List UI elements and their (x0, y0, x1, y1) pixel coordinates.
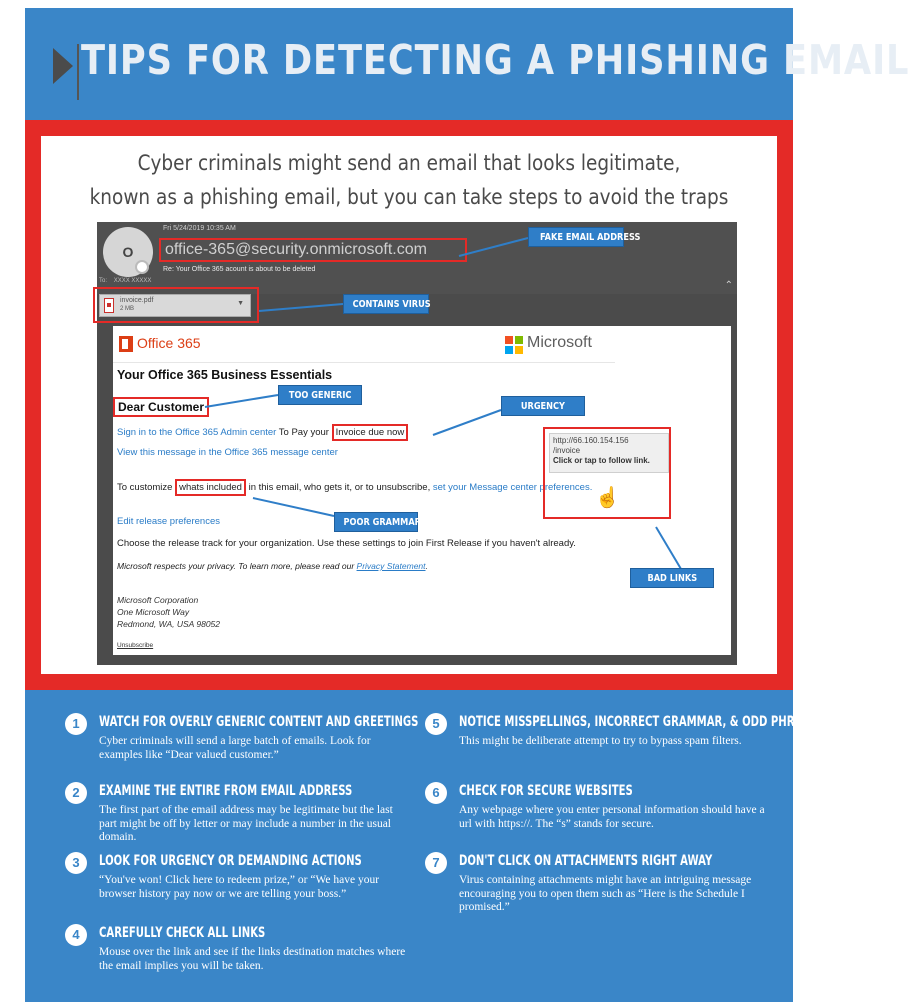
tip-title: DON'T CLICK ON ATTACHMENTS RIGHT AWAY (459, 853, 713, 869)
tip-description: Mouse over the link and see if the links destination matches where the email implies you will be taken. (99, 946, 406, 972)
page-title: TIPS FOR DETECTING A PHISHING EMAIL (81, 36, 909, 84)
company-address (117, 594, 220, 630)
sender-avatar: O (103, 227, 153, 277)
release-text: Choose the release track for your organization. Use these settings to join First Release if you haven't already. (117, 538, 576, 549)
office-logo-icon (119, 336, 133, 352)
tip-description: Virus containing attachments might have an intriguing message encouraging you to open them such as “Here is the Schedule I promised.” (459, 874, 752, 913)
to-label: To: (99, 278, 108, 284)
customize-line (117, 479, 592, 496)
email-screenshot (97, 222, 737, 665)
attachment-name: invoice.pdf (120, 297, 154, 304)
tooltip-url-2: /invoice (553, 446, 581, 455)
header (25, 8, 909, 118)
callout-grammar: POOR GRAMMAR (334, 512, 418, 532)
intro-text (85, 146, 733, 214)
tip-description: “You've won! Click here to redeem prize,” or “We have your browser history pay now or we are telling your boss.” (99, 874, 380, 900)
pay-text: To Pay your (278, 427, 329, 438)
pdf-icon (104, 298, 114, 313)
example-frame (25, 120, 793, 690)
hand-pointer-icon: ☝ (595, 487, 620, 509)
privacy-link[interactable]: Privacy Statement (356, 561, 426, 571)
tip-number: 4 (65, 924, 87, 946)
edit-release-link[interactable]: Edit release preferences (117, 516, 220, 527)
preferences-link[interactable]: set your Message center preferences. (432, 482, 593, 493)
sender-address[interactable]: office-365@security.onmicrosoft.com (159, 238, 467, 262)
callout-fake-email: FAKE EMAIL ADDRESS (528, 227, 624, 247)
callout-virus: CONTAINS VIRUS (343, 294, 429, 314)
address-line-1: Microsoft Corporation (117, 595, 199, 605)
tip-number: 3 (65, 852, 87, 874)
intro-line-1: Cyber criminals might send an email that looks legitimate, (137, 151, 681, 175)
attachment-chip[interactable] (99, 294, 251, 317)
unsubscribe-link[interactable]: Unsubscribe (117, 642, 154, 649)
divider (113, 362, 615, 363)
phishing-poster (25, 8, 909, 1002)
view-message-link[interactable]: View this message in the Office 365 message center (117, 447, 338, 458)
callout-generic: TOO GENERIC (278, 385, 362, 405)
link-tooltip-highlight (543, 427, 671, 519)
presence-icon (135, 260, 149, 274)
tip-number: 2 (65, 782, 87, 804)
whats-included: whats included (175, 479, 246, 496)
link-tooltip (549, 433, 669, 473)
email-recipient (99, 278, 151, 284)
chevron-down-icon[interactable]: ▼ (237, 300, 244, 307)
tip-title: NOTICE MISSPELLINGS, INCORRECT GRAMMAR, & ODD PHRASING (459, 714, 831, 730)
email-heading: Your Office 365 Business Essentials (117, 368, 333, 382)
email-body (113, 326, 731, 655)
tip-title: WATCH FOR OVERLY GENERIC CONTENT AND GREETINGS (99, 714, 419, 730)
edit-line (117, 516, 220, 527)
privacy-text: Microsoft respects your privacy. To learn more, please read our (117, 561, 355, 571)
view-line (117, 447, 338, 458)
greeting: Dear Customer (113, 397, 209, 417)
tip-number: 1 (65, 713, 87, 735)
tip-description: Any webpage where you enter personal information should have a url with https://. The “s” stands for secure. (459, 804, 765, 830)
email-date: Fri 5/24/2019 10:35 AM (163, 225, 236, 232)
microsoft-logo-icon (505, 336, 523, 354)
address-line-3: Redmond, WA, USA 98052 (117, 619, 221, 629)
attachment-size: 2 MB (120, 306, 135, 312)
title-divider (77, 44, 79, 100)
email-subject: Re: Your Office 365 acount is about to be deleted (163, 266, 316, 273)
to-value: XXXX XXXXX (113, 278, 152, 284)
intro-line-2: known as a phishing email, but you can take steps to avoid the traps (89, 185, 729, 209)
signin-line (117, 424, 408, 441)
tip-title: CAREFULLY CHECK ALL LINKS (99, 925, 266, 941)
tip-description: The first part of the email address may be legitimate but the last part might be off by letter or may include a number in the usual domain. (99, 804, 393, 843)
tooltip-url-1: http://66.160.154.156 (553, 436, 629, 445)
tip-number: 6 (425, 782, 447, 804)
invoice-text: Invoice due now (332, 424, 409, 441)
customize-rest: in this email, who gets it, or to unsubscribe, (248, 482, 431, 493)
tip-title: LOOK FOR URGENCY OR DEMANDING ACTIONS (99, 853, 362, 869)
address-line-2: One Microsoft Way (117, 607, 190, 617)
privacy-line: Microsoft respects your privacy. To learn more, please read our Privacy Statement. (117, 561, 428, 571)
callout-urgency: URGENCY (501, 396, 585, 416)
tip-title: EXAMINE THE ENTIRE FROM EMAIL ADDRESS (99, 783, 353, 799)
tip-title: CHECK FOR SECURE WEBSITES (459, 783, 633, 799)
tip-description: This might be deliberate attempt to try to bypass spam filters. (459, 735, 742, 747)
play-arrow-icon (53, 48, 73, 84)
tip-description: Cyber criminals will send a large batch of emails. Look for examples like “Dear valued customer.” (99, 735, 371, 761)
tips-section (25, 698, 831, 1002)
tip-number: 5 (425, 713, 447, 735)
microsoft-brand: Microsoft (527, 334, 592, 351)
signin-link[interactable]: Sign in to the Office 365 Admin center (117, 427, 277, 438)
customize-text: To customize (117, 482, 173, 493)
tooltip-hint: Click or tap to follow link. (553, 456, 650, 465)
chevron-up-icon[interactable]: ⌃ (724, 280, 733, 291)
callout-bad-links: BAD LINKS (630, 568, 714, 588)
tip-number: 7 (425, 852, 447, 874)
email-header (97, 222, 737, 294)
example-panel (41, 136, 777, 674)
office-brand: Office 365 (137, 335, 201, 351)
attachment-highlight (93, 287, 259, 323)
